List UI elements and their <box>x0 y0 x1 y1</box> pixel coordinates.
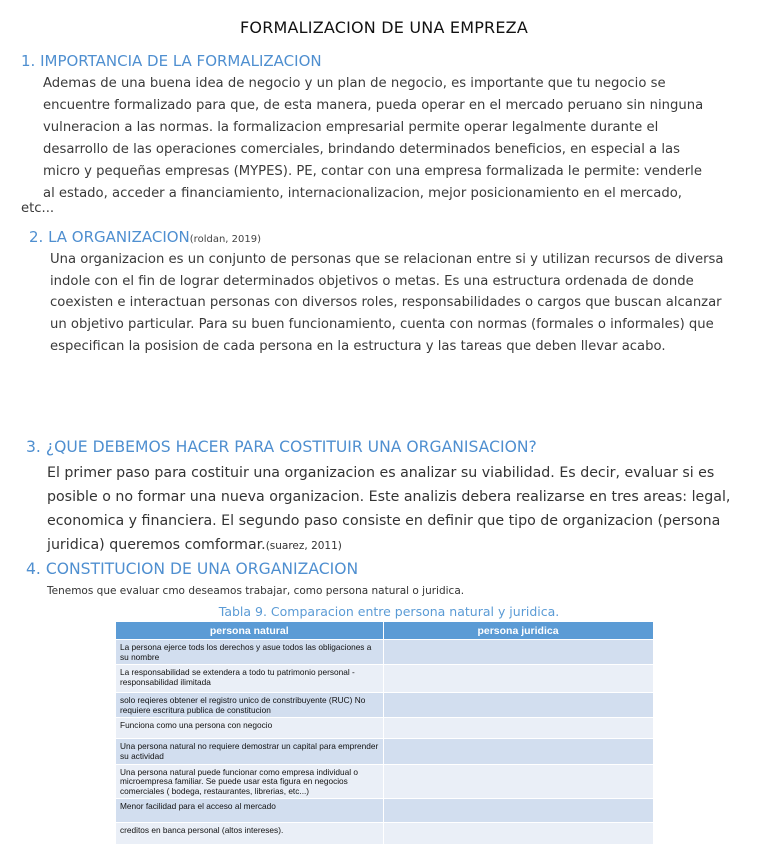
section-1-heading: 1. IMPORTANCIA DE LA FORMALIZACION <box>21 52 322 70</box>
table-cell <box>383 823 653 844</box>
paragraph-line: un objetivo particular. Para su buen funcionamiento, cuenta con normas (formales o informales) que <box>50 317 714 333</box>
table-cell <box>383 665 653 693</box>
table-caption: Tabla 9. Comparacion entre persona natural y juridica. <box>218 604 560 619</box>
paragraph-line <box>47 533 730 558</box>
table-cell: Menor facilidad para el acceso al mercado <box>116 799 383 823</box>
table-header-row <box>116 622 653 640</box>
table-cell <box>383 799 653 823</box>
page-title: FORMALIZACION DE UNA EMPREZA <box>240 18 528 37</box>
section-2-heading <box>29 228 261 246</box>
section-3-citation: (suarez, 2011) <box>265 540 342 552</box>
table-row <box>116 799 653 823</box>
section-1-last-line: etc... <box>21 201 55 216</box>
paragraph-line: economica y financiera. El segundo paso consiste en definir que tipo de organizacion (persona <box>47 513 721 529</box>
section-3-heading: 3. ¿QUE DEBEMOS HACER PARA COSTITUIR UNA ORGANISACION? <box>26 438 537 456</box>
table-row <box>116 693 653 718</box>
header-persona-juridica: persona juridica <box>383 622 653 640</box>
paragraph-line: coexisten e interactuan personas con diversos roles, responsabilidades o cargos que buscan alcanzar <box>50 295 722 311</box>
table-row <box>116 718 653 739</box>
paragraph-line: desarrollo de las operaciones comerciales, brindando determinados beneficios, en especial a las <box>43 142 680 157</box>
table-cell: creditos en banca personal (altos intereses). <box>116 823 383 844</box>
paragraph-line: Una organizacion es un conjunto de personas que se relacionan entre si y utilizan recursos de diversa <box>50 252 724 267</box>
table-row <box>116 640 653 665</box>
section-4-heading: 4. CONSTITUCION DE UNA ORGANIZACION <box>26 560 359 578</box>
section-4-text: Tenemos que evaluar cmo deseamos trabajar, como persona natural o juridica. <box>47 585 465 597</box>
section-2-heading-text: 2. LA ORGANIZACION <box>29 228 190 246</box>
header-persona-natural: persona natural <box>116 622 383 640</box>
table-cell: Una persona natural puede funcionar como empresa individual o microempresa familiar. Se puede usar esta figura en negocios comerciales ( bodega, restaurantes, librerias, etc...) <box>116 764 383 799</box>
table-row <box>116 764 653 799</box>
section-3-paragraph <box>47 461 730 558</box>
paragraph-line: micro y pequeñas empresas (MYPES). PE, contar con una empresa formalizada le permite: venderle <box>43 164 702 179</box>
table-row <box>116 739 653 764</box>
table-cell: Funciona como una persona con negocio <box>116 718 383 739</box>
table-row <box>116 665 653 693</box>
section-1-paragraph <box>43 73 703 205</box>
table-cell <box>383 764 653 799</box>
table-row <box>116 823 653 844</box>
table-cell <box>383 693 653 718</box>
table-cell <box>383 640 653 665</box>
paragraph-line: especifican la posision de cada persona en la estructura y las tareas que deben llevar acabo. <box>50 338 666 354</box>
section-3-last-line: juridica) queremos comformar. <box>47 537 266 553</box>
section-2-paragraph <box>50 249 723 358</box>
table-cell: Una persona natural no requiere demostrar un capital para emprender su actividad <box>116 739 383 764</box>
paragraph-line: encuentre formalizado para que, de esta manera, pueda operar en el mercado peruano sin ninguna <box>43 98 704 113</box>
table-cell: La responsabilidad se extendera a todo tu patrimonio personal - responsabilidad ilimitada <box>116 665 383 693</box>
paragraph-line: posible o no formar una nueva organizacion. Este analizis debera realizarse en tres areas: legal, <box>47 489 731 505</box>
table-cell <box>383 718 653 739</box>
paragraph-line: al estado, acceder a financiamiento, internacionalizacion, mejor posicionamiento en el mercado, <box>43 186 682 201</box>
table-cell: solo reqieres obtener el registro unico de constribuyente (RUC) No requiere escritura publica de constitucion <box>116 693 383 718</box>
paragraph-line: indole con el fin de lograr determinados objetivos o metas. Es una estructura ordenada de donde <box>50 273 694 289</box>
table-cell <box>383 739 653 764</box>
paragraph-line: El primer paso para costituir una organizacion es analizar su viabilidad. Es decir, evaluar si es <box>47 465 715 481</box>
paragraph-line: vulneracion a las normas. la formalizacion empresarial permite operar legalmente durante el <box>43 120 659 135</box>
comparison-table <box>116 622 654 844</box>
paragraph-line: Ademas de una buena idea de negocio y un plan de negocio, es importante que tu negocio se <box>43 76 666 91</box>
section-2-citation: (roldan, 2019) <box>189 234 261 245</box>
table-cell: La persona ejerce tods los derechos y asue todos las obligaciones a su nombre <box>116 640 383 665</box>
